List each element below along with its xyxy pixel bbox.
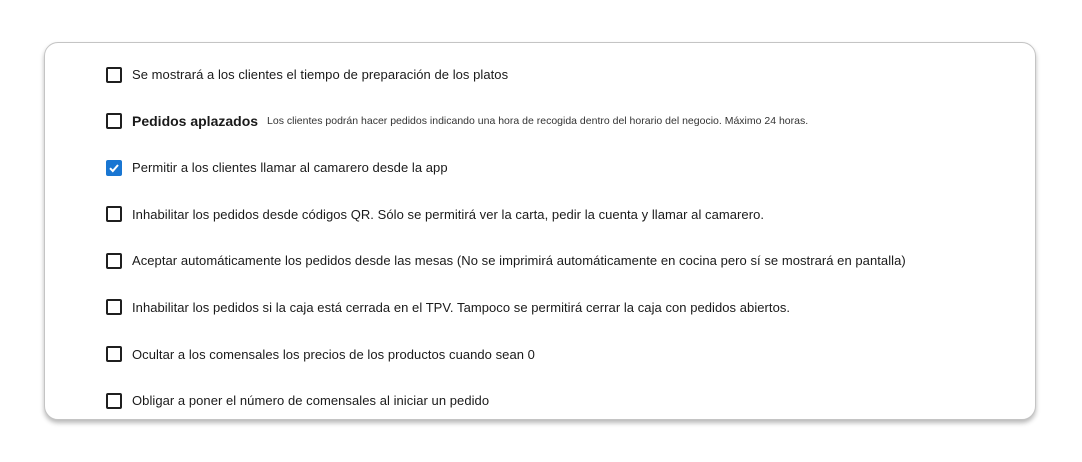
option-label: Inhabilitar los pedidos desde códigos QR. Sólo se permitirá ver la carta, pedir la cuenta y llamar al camarero. [132,206,765,222]
option-disable-orders-closed-till [106,296,906,319]
checkmark-icon [108,162,120,174]
checkbox-deferred-orders[interactable] [106,113,122,129]
option-label: Pedidos aplazados [132,113,259,130]
option-call-waiter [106,156,906,179]
option-disable-qr-orders [106,203,906,226]
option-label: Ocultar a los comensales los precios de los productos cuando sean 0 [132,346,535,362]
checkbox-hide-zero-prices[interactable] [106,346,122,362]
option-label: Se mostrará a los clientes el tiempo de preparación de los platos [132,67,509,82]
option-label: Obligar a poner el número de comensales al iniciar un pedido [132,393,490,409]
option-description: Los clientes podrán hacer pedidos indicando una hora de recogida dentro del horario del negocio. Máximo 24 horas. [267,115,809,128]
option-label: Aceptar automáticamente los pedidos desde las mesas (No se imprimirá automáticamente en cocina pero sí se mostrará en pantalla) [132,253,906,269]
checkbox-require-diners-count[interactable] [106,393,122,409]
option-label: Inhabilitar los pedidos si la caja está cerrada en el TPV. Tampoco se permitirá cerrar la caja con pedidos abiertos. [132,299,791,315]
option-preparation-time [106,63,906,86]
checkbox-auto-accept-table-orders[interactable] [106,253,122,269]
option-auto-accept-table-orders [106,249,906,272]
checkbox-call-waiter[interactable] [106,160,122,176]
settings-card [44,42,1036,420]
checkbox-disable-qr-orders[interactable] [106,206,122,222]
checkbox-disable-orders-closed-till[interactable] [106,299,122,315]
option-deferred-orders [106,110,906,133]
checkbox-preparation-time[interactable] [106,67,122,83]
option-label: Permitir a los clientes llamar al camarero desde la app [132,160,448,176]
options-list [106,63,906,436]
option-hide-zero-prices [106,343,906,366]
option-require-diners-count [106,389,906,412]
